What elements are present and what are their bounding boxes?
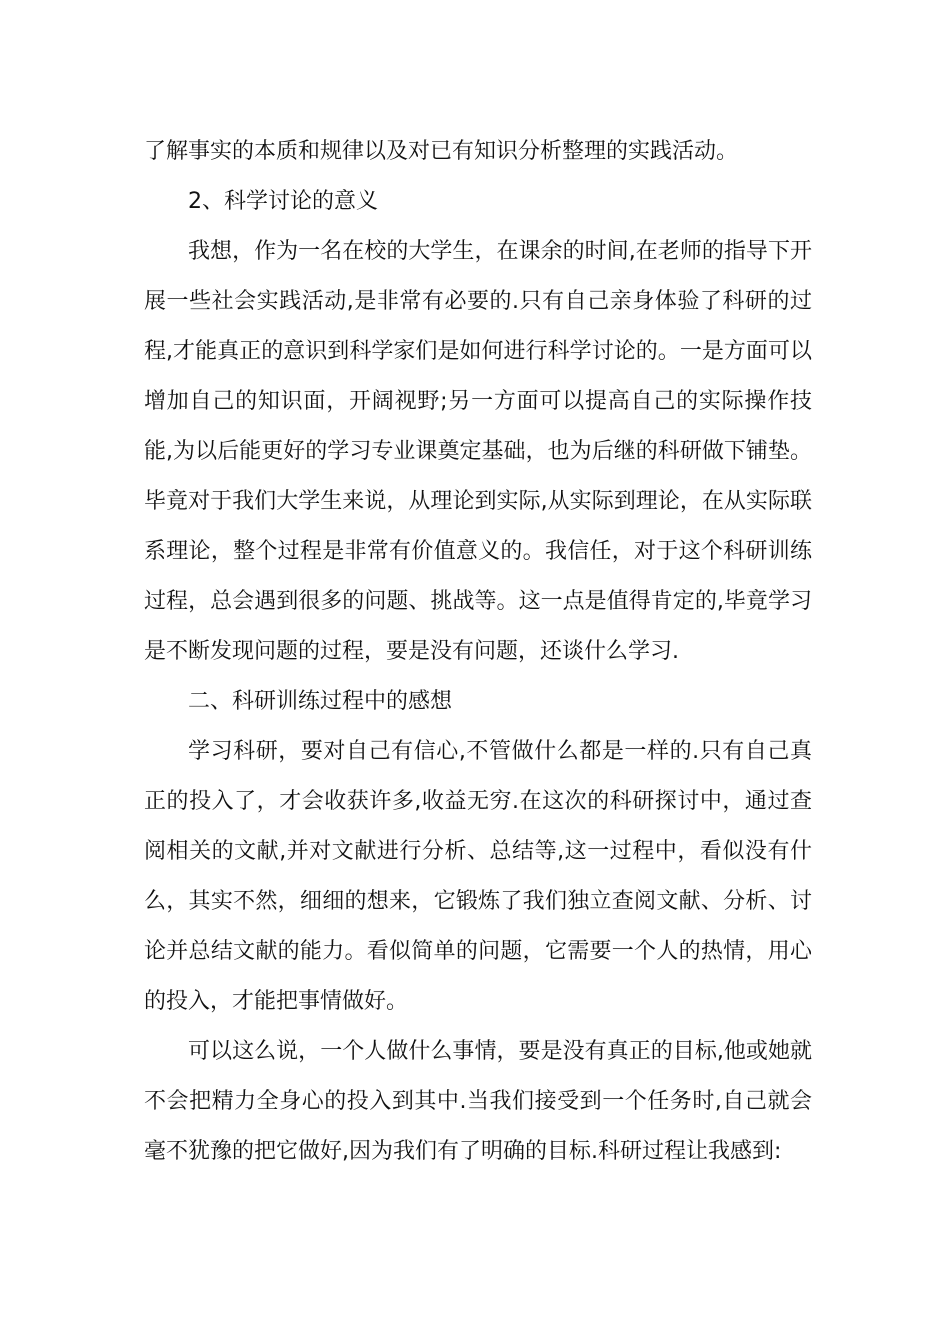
paragraph-reflections: 学习科研，要对自己有信心,不管做什么都是一样的.只有自己真正的投入了，才会收获许多,收益无穷.在这次的科研探讨中，通过查阅相关的文献,并对文献进行分析、总结等,这一过程中，看似没有什么，其实不然，细细的想来，它锻炼了我们独立查阅文献、分析、讨论并总结文献的能力。看似简单的问题，它需要一个人的热情，用心的投入，才能把事情做好。 <box>144 739 812 1014</box>
paragraph-goals: 可以这么说，一个人做什么事情，要是没有真正的目标,他或她就不会把精力全身心的投入到其中.当我们接受到一个任务时,自己就会毫不犹豫的把它做好,因为我们有了明确的目标.科研过程让我感到: <box>144 1039 812 1164</box>
document-body <box>144 127 812 1177</box>
paragraph-continuation: 了解事实的本质和规律以及对已有知识分析整理的实践活动。 <box>144 139 739 164</box>
section-heading-reflections: 二、科研训练过程中的感想 <box>188 689 453 714</box>
paragraph-significance: 我想，作为一名在校的大学生，在课余的时间,在老师的指导下开展一些社会实践活动,是非常有必要的.只有自己亲身体验了科研的过程,才能真正的意识到科学家们是如何进行科学讨论的。一是方面可以增加自己的知识面，开阔视野;另一方面可以提高自己的实际操作技能,为以后能更好的学习专业课奠定基础，也为后继的科研做下铺垫。毕竟对于我们大学生来说，从理论到实际,从实际到理论，在从实际联系理论，整个过程是非常有价值意义的。我信任，对于这个科研训练过程，总会遇到很多的问题、挑战等。这一点是值得肯定的,毕竟学习是不断发现问题的过程，要是没有问题，还谈什么学习. <box>144 239 812 664</box>
section-heading-significance: 2、科学讨论的意义 <box>188 189 378 214</box>
